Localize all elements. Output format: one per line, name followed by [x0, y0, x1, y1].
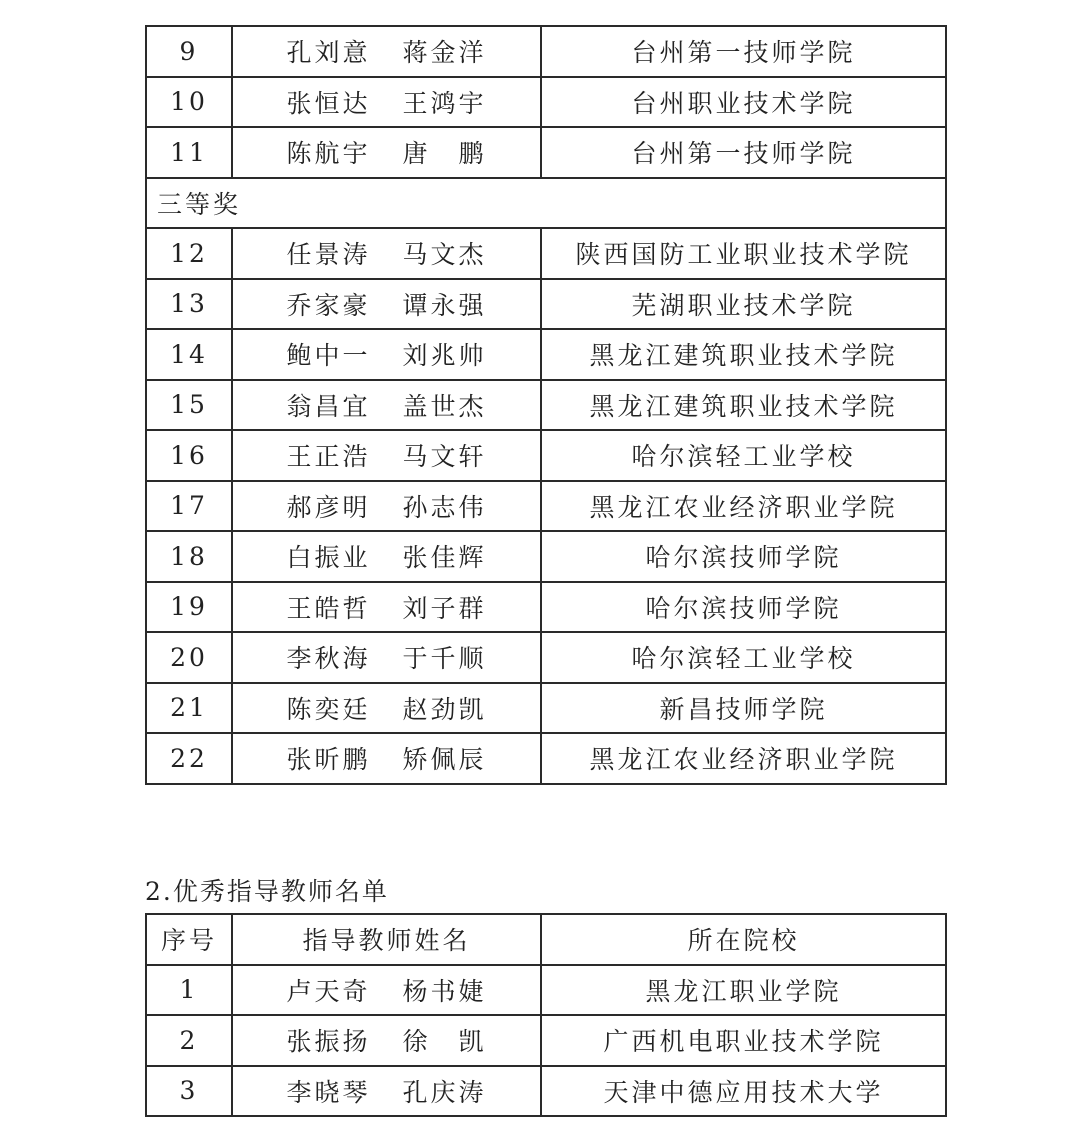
student-name-1: 郝彦明 [286, 492, 371, 522]
student-name-1: 李秋海 [286, 644, 371, 674]
school-name: 哈尔滨轻工业学校 [541, 430, 946, 481]
school-name: 黑龙江建筑职业技术学院 [541, 380, 946, 431]
student-name-1: 白振业 [286, 543, 371, 573]
teacher-name-2: 孔庆涛 [402, 1077, 487, 1107]
student-name-2: 孙志伟 [402, 492, 487, 522]
student-name-1: 乔家豪 [286, 290, 371, 320]
header-school: 所在院校 [541, 914, 946, 965]
student-name-1: 陈航宇 [286, 139, 371, 169]
student-name-2: 盖世杰 [402, 391, 487, 421]
school-name: 广西机电职业技术学院 [541, 1015, 946, 1066]
table-row [146, 531, 946, 582]
row-number: 16 [146, 430, 232, 481]
table-row [146, 430, 946, 481]
row-number: 17 [146, 481, 232, 532]
row-number: 2 [146, 1015, 232, 1066]
teacher-name-2: 杨书婕 [402, 976, 487, 1006]
school-name: 黑龙江建筑职业技术学院 [541, 329, 946, 380]
student-name-2: 赵劲凯 [402, 694, 487, 724]
teacher-name-1: 张振扬 [286, 1027, 371, 1057]
student-names [232, 329, 541, 380]
school-name: 黑龙江农业经济职业学院 [541, 733, 946, 784]
school-name: 黑龙江职业学院 [541, 965, 946, 1016]
student-name-1: 张昕鹏 [286, 745, 371, 775]
row-number: 22 [146, 733, 232, 784]
row-number: 3 [146, 1066, 232, 1117]
student-name-2: 谭永强 [402, 290, 487, 320]
student-name-2: 于千顺 [402, 644, 487, 674]
row-number: 11 [146, 127, 232, 178]
school-name: 哈尔滨轻工业学校 [541, 632, 946, 683]
student-name-2: 刘子群 [402, 593, 487, 623]
table-row [146, 228, 946, 279]
row-number: 21 [146, 683, 232, 734]
school-name: 哈尔滨技师学院 [541, 531, 946, 582]
school-name: 天津中德应用技术大学 [541, 1066, 946, 1117]
teacher-names [232, 965, 541, 1016]
student-name-2: 张佳辉 [402, 543, 487, 573]
school-name: 台州职业技术学院 [541, 77, 946, 128]
student-name-1: 王皓哲 [286, 593, 371, 623]
student-name-2: 马文轩 [402, 442, 487, 472]
table-row [146, 582, 946, 633]
header-number: 序号 [146, 914, 232, 965]
student-names [232, 26, 541, 77]
student-name-2: 王鸿宇 [402, 88, 487, 118]
student-name-1: 任景涛 [286, 240, 371, 270]
row-number: 15 [146, 380, 232, 431]
teachers-section-heading: 2.优秀指导教师名单 [145, 877, 389, 906]
student-names [232, 481, 541, 532]
teacher-name-2: 徐 凯 [402, 1027, 487, 1057]
student-names [232, 380, 541, 431]
table-row [146, 733, 946, 784]
teacher-names [232, 1066, 541, 1117]
student-names [232, 77, 541, 128]
student-names [232, 531, 541, 582]
table-row [146, 1066, 946, 1117]
school-name: 台州第一技师学院 [541, 26, 946, 77]
student-name-1: 陈奕廷 [286, 694, 371, 724]
student-name-1: 孔刘意 [286, 38, 371, 68]
teacher-names [232, 1015, 541, 1066]
table-row [146, 380, 946, 431]
row-number: 12 [146, 228, 232, 279]
student-names [232, 632, 541, 683]
table-row [146, 1015, 946, 1066]
student-names [232, 228, 541, 279]
table-header-row [146, 914, 946, 965]
student-name-1: 鲍中一 [286, 341, 371, 371]
table-row [146, 965, 946, 1016]
header-teacher-name: 指导教师姓名 [232, 914, 541, 965]
row-number: 18 [146, 531, 232, 582]
school-name: 芜湖职业技术学院 [541, 279, 946, 330]
student-names [232, 279, 541, 330]
student-name-1: 张恒达 [286, 88, 371, 118]
table-row [146, 77, 946, 128]
row-number: 13 [146, 279, 232, 330]
student-names [232, 430, 541, 481]
student-names [232, 127, 541, 178]
row-number: 9 [146, 26, 232, 77]
table-row [146, 481, 946, 532]
row-number: 10 [146, 77, 232, 128]
student-names [232, 582, 541, 633]
table-row [146, 329, 946, 380]
row-number: 14 [146, 329, 232, 380]
teachers-table [145, 913, 947, 1117]
teacher-name-1: 卢天奇 [286, 976, 371, 1006]
table-row [146, 632, 946, 683]
teacher-name-1: 李晓琴 [286, 1077, 371, 1107]
school-name: 陕西国防工业职业技术学院 [541, 228, 946, 279]
student-name-2: 唐 鹏 [402, 139, 487, 169]
table-row [146, 683, 946, 734]
student-names [232, 733, 541, 784]
school-name: 台州第一技师学院 [541, 127, 946, 178]
row-number: 20 [146, 632, 232, 683]
table-row [146, 127, 946, 178]
section-row [146, 178, 946, 229]
school-name: 新昌技师学院 [541, 683, 946, 734]
student-name-2: 刘兆帅 [402, 341, 487, 371]
student-name-1: 王正浩 [286, 442, 371, 472]
row-number: 19 [146, 582, 232, 633]
student-name-2: 马文杰 [402, 240, 487, 270]
school-name: 哈尔滨技师学院 [541, 582, 946, 633]
row-number: 1 [146, 965, 232, 1016]
student-name-2: 蒋金洋 [402, 38, 487, 68]
student-name-2: 矫佩辰 [402, 745, 487, 775]
school-name: 黑龙江农业经济职业学院 [541, 481, 946, 532]
table-row [146, 26, 946, 77]
third-prize-label: 三等奖 [146, 178, 946, 229]
awards-table [145, 25, 947, 785]
student-names [232, 683, 541, 734]
student-name-1: 翁昌宜 [286, 391, 371, 421]
table-row [146, 279, 946, 330]
